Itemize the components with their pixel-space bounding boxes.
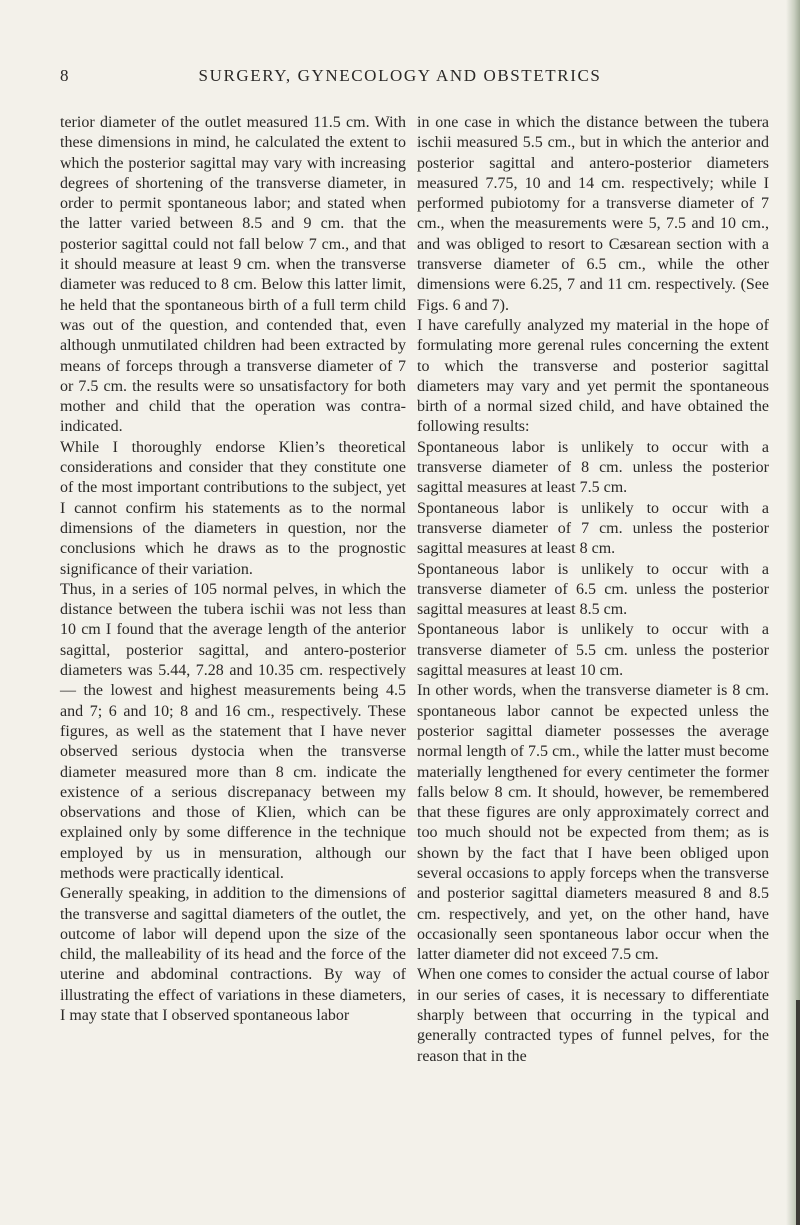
paragraph: Spontaneous labor is unlikely to occur with a transverse diameter of 7 cm. unless the posterior sagittal measures at least 8 cm. bbox=[417, 499, 769, 558]
paragraph: Thus, in a series of 105 normal pelves, in which the distance between the tubera ischii was not less than 10 cm I found that the average length of the anterior sagittal, posterior sagittal, and antero-posterior diameters was 5.44, 7.28 and 10.35 cm. respectively — the lowest and highest measurements being 4.5 and 7; 6 and 10; 8 and 16 cm., respectively. These figures, as well as the statement that I have never observed serious dystocia when the transverse diameter measured more than 8 cm. indicate the existence of a serious discrepanacy between my observations and those of Klien, which can be explained only by some difference in the technique employed by us in mensuration, although our methods were practically identical. bbox=[60, 580, 406, 882]
paragraph: In other words, when the transverse diameter is 8 cm. spontaneous labor cannot be expected unless the posterior sagittal diameter possesses the average normal length of 7.5 cm., while the latter must become materially lengthened for every centimeter the former falls below 8 cm. It should, however, be remembered that these figures are only approximately correct and too much should not be expected from them; as is shown by the fact that I have been obliged upon several occasions to apply forceps when the transverse and posterior sagittal diameters measured 8 and 8.5 cm. respectively, and yet, on the other hand, have occasionally seen spontaneous labor occur when the latter diameter did not exceed 7.5 cm. bbox=[417, 682, 769, 964]
page-header bbox=[0, 66, 800, 90]
paragraph: Spontaneous labor is unlikely to occur with a transverse diameter of 6.5 cm. unless the posterior sagittal measures at least 8.5 cm. bbox=[417, 560, 769, 619]
left-column bbox=[60, 113, 406, 1026]
paragraph: I have carefully analyzed my material in the hope of formulating more gerenal rules concerning the extent to which the transverse and posterior sagittal diameters may vary and yet permit the spontaneous birth of a normal sized child, and have obtained the following results: bbox=[417, 316, 769, 436]
paragraph: While I thoroughly endorse Klien’s theoretical considerations and consider that they constitute one of the most important contributions to the subject, yet I cannot confirm his statements as to the normal dimensions of the diameters in question, nor the conclusions which he draws as to the prognostic significance of their variation. bbox=[60, 438, 406, 578]
paragraph: terior diameter of the outlet measured 11.5 cm. With these dimensions in mind, he calculated the extent to which the posterior sagittal may vary with increasing degrees of shortening of the transverse diameter, in order to permit spontaneous labor; and stated when the latter varied between 8.5 and 9 cm. that the posterior sagittal could not fall below 7 cm., and that it should measure at least 9 cm. when the transverse diameter was reduced to 8 cm. Below this latter limit, he held that the spontaneous birth of a full term child was out of the question, and contended that, even although unmutilated children had been extracted by means of forceps through a transverse diameter of 7 or 7.5 cm. the results were so unsatisfactory for both mother and child that the operation was contra-indicated. bbox=[60, 114, 406, 436]
page-number: 8 bbox=[60, 66, 69, 85]
paragraph: Spontaneous labor is unlikely to occur with a transverse diameter of 8 cm. unless the posterior sagittal measures at least 7.5 cm. bbox=[417, 438, 769, 497]
paragraph: When one comes to consider the actual course of labor in our series of cases, it is necessary to differentiate sharply between that occurring in the typical and generally contracted types of funnel pelves, for the reason that in the bbox=[417, 966, 769, 1065]
paragraph: in one case in which the distance between the tubera ischii measured 5.5 cm., but in which the anterior and posterior sagittal and antero-posterior diameters measured 7.75, 10 and 14 cm. respectively; while I performed pubiotomy for a transverse diameter of 7 cm., when the measurements were 5, 7.5 and 10 cm., and was obliged to resort to Cæsarean section with a transverse diameter of 6.5 cm., while the other dimensions were 6.25, 7 and 11 cm. respectively. (See Figs. 6 and 7). bbox=[417, 114, 769, 314]
running-title: SURGERY, GYNECOLOGY AND OBSTETRICS bbox=[198, 66, 602, 85]
page-edge-binding bbox=[796, 1000, 800, 1225]
right-column bbox=[417, 113, 769, 1067]
paragraph: Spontaneous labor is unlikely to occur with a transverse diameter of 5.5 cm. unless the posterior sagittal measures at least 10 cm. bbox=[417, 621, 769, 680]
paragraph: Generally speaking, in addition to the dimensions of the transverse and sagittal diameters of the outlet, the outcome of labor will depend upon the size of the child, the malleability of its head and the force of the uterine and abdominal contractions. By way of illustrating the effect of variations in these diameters, I may state that I observed spontaneous labor bbox=[60, 885, 406, 1025]
